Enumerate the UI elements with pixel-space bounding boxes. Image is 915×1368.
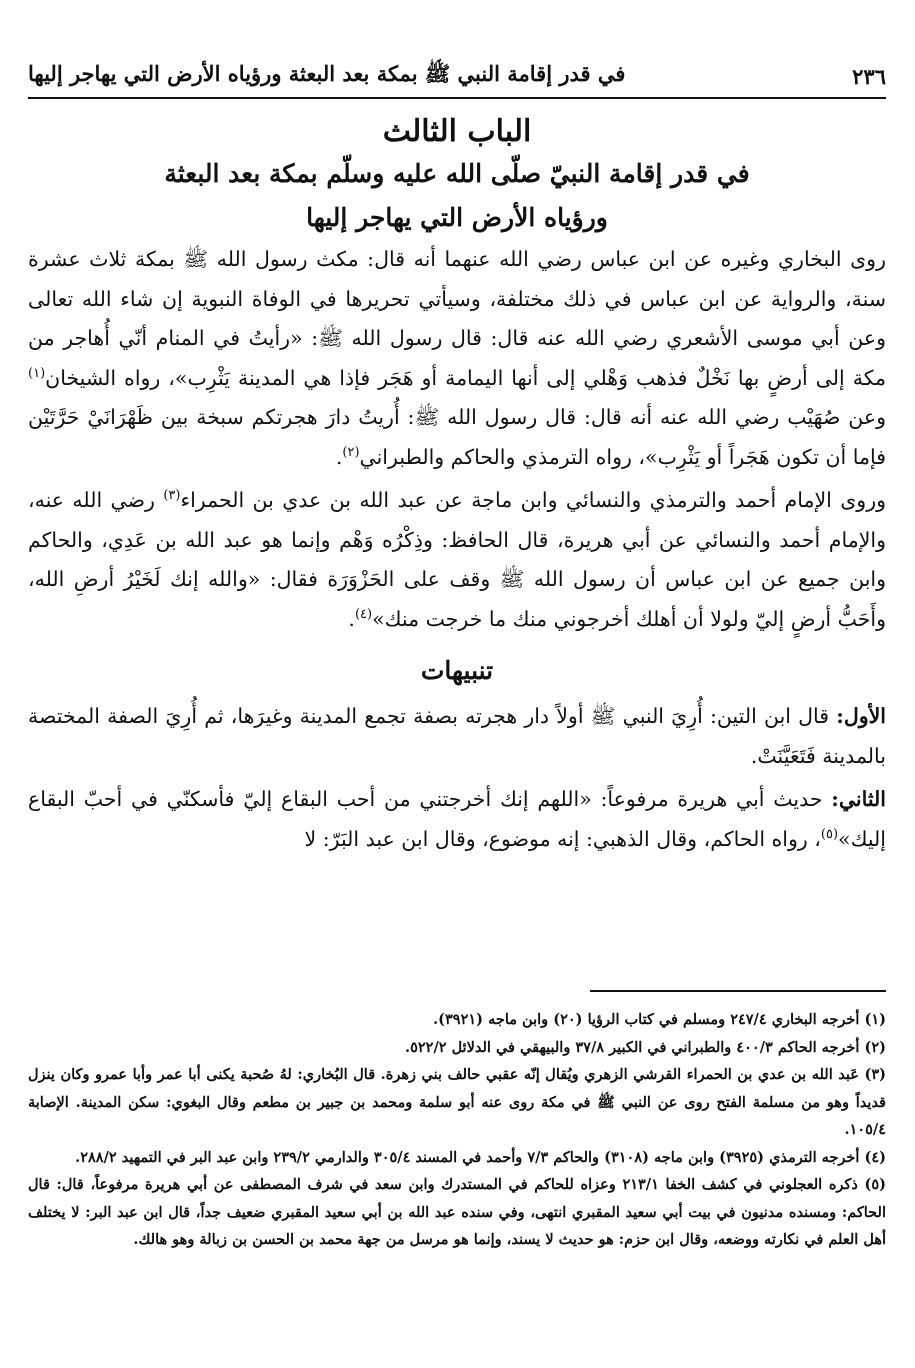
note-first bbox=[28, 697, 886, 776]
footnote-5: (٥) ذكره العجلوني في كشف الخفا ٢١٣/١ وعزاه للحاكم في المستدرك وابن سعد في شرف المصطفى عن أبي هريرة مرفوعاً، قال: قال الحاكم: ومسنده مدنيون في بيت أبي سعيد المقبري انتهى، وفي سنده عبد الله بن أبي سعيد المقبري ضعيف جداً، قال ابن عبد البر: لا يختلف أهل العلم في نكارته ووضعه، وقال ابن حزم: هو حديث لا يسند، وإنما هو مرسل من جهة محمد بن الحسن بن زبالة وهو هالك. bbox=[28, 1176, 886, 1248]
footnote-1: (١) أخرجه البخاري ٢٤٧/٤ ومسلم في كتاب الرؤيا (٢٠) وابن ماجه (٣٩٢١). bbox=[433, 1011, 886, 1028]
header-rule bbox=[28, 97, 886, 99]
paragraph-2 bbox=[28, 481, 886, 639]
paragraph-1-text-b: وعن صُهَيْب رضي الله عنه أنه قال: قال رسول الله ﷺ: أُريتُ دارَ هجرتكم سبخة بين ظَهْرَانَيْ حَرَّتَيْن فإما أن تكون هَجَراً أو يَثْرِب»، رواه الترمذي والحاكم والطبراني bbox=[28, 405, 886, 469]
chapter-subtitle-line-2: ورؤياه الأرض التي يهاجر إليها bbox=[306, 203, 608, 232]
paragraph-2-text-a: وروى الإمام أحمد والترمذي والنسائي وابن ماجة عن عبد الله بن عدي بن الحمراء bbox=[180, 488, 886, 512]
note-first-text: قال ابن التين: أُرِيَ النبي ﷺ أولاً دار هجرته بصفة تجمع المدينة وغيرَها، ثم أُرِيَ الصفة المختصة بالمدينة فَتَعَيَّنَتْ. bbox=[28, 704, 886, 768]
note-second bbox=[28, 780, 886, 859]
note-second-label: الثاني: bbox=[831, 787, 886, 811]
footnote-2: (٢) أخرجه الحاكم ٤٠٠/٣ والطبراني في الكبير ٣٧/٨ والبيهقي في الدلائل ٥٢٢/٢. bbox=[405, 1038, 886, 1056]
note-second-text: حديث أبي هريرة مرفوعاً: «اللهم إنك أخرجتني من أحب البقاع إليّ فأسكنّي في أحبّ البقاع إليك» bbox=[28, 787, 886, 851]
paragraph-2-end: . bbox=[348, 606, 355, 631]
footnote-rule bbox=[590, 990, 886, 992]
note-first-label: الأول: bbox=[836, 704, 886, 728]
footnote-ref-2: (٢) bbox=[342, 444, 360, 460]
paragraph-1 bbox=[28, 240, 886, 477]
note-second-end: ، رواه الحاكم، وقال الذهبي: إنه موضوع، وقال ابن عبد البَرّ: لا bbox=[304, 826, 821, 851]
chapter-subtitle-line-1: في قدر إقامة النبيّ صلّى الله عليه وسلّم بمكة بعد البعثة bbox=[164, 159, 750, 188]
footnote-ref-1: (١) bbox=[28, 365, 46, 381]
chapter-title: الباب الثالث bbox=[382, 114, 532, 149]
chapter-heading bbox=[28, 112, 886, 240]
main-text bbox=[28, 240, 886, 859]
footnote-ref-4: (٤) bbox=[354, 606, 373, 622]
page-number: ٢٣٦ bbox=[852, 63, 886, 89]
section-heading: تنبيهات bbox=[420, 656, 494, 685]
paragraph-2-text-b: رضي الله عنه، والإمام أحمد والنسائي عن أبي هريرة، قال الحافظ: وذِكْرُه وَهْم وإنما هو عبد الله بن عَدِي، والحاكم وابن جميع عن ابن عباس أن رسول الله ﷺ وقف على الحَزْوَرَة فقال: «والله إنك لَخَيْرُ أرضِ الله، وأَحَبُّ أرضٍ إليّ ولولا أن أهلك أخرجوني منك ما خرجت منك» bbox=[28, 488, 886, 631]
footnote-ref-5: (٥) bbox=[820, 826, 839, 842]
footnote-3: (٣) عَبد الله بن عدي بن الحمراء القرشي الزهري ويُقال إنّه عقبي حالف بني زهرة. قال البُخاري: لهُ صُحبة يكنى أبا عمر وأبا عمرو وكان ينزل قديداً وهو من مسلمة الفتح روى عن النبي ﷺ في مكة روى عنه أبو سلمة ومحمد بن جبير بن مطعم وقال البغوي: سكن المدينة. الإصابة ١٠٥/٤. bbox=[28, 1066, 886, 1138]
footnote-4: (٤) أخرجه الترمذي (٣٩٢٥) وابن ماجه (٣١٠٨) والحاكم ٧/٣ وأحمد في المسند ٣٠٥/٤ والدارمي ٢٣٩/٢ وابن عبد البر في التمهيد ٢٨٨/٢. bbox=[75, 1148, 886, 1166]
footnotes bbox=[28, 1006, 886, 1254]
running-title: في قدر إقامة النبي ﷺ بمكة بعد البعثة ورؤياه الأرض التي يهاجر إليها bbox=[28, 60, 626, 86]
paragraph-1-text-a: روى البخاري وغيره عن ابن عباس رضي الله عنهما أنه قال: مكث رسول الله ﷺ بمكة ثلاث عشرة سنة، والرواية عن ابن عباس في ذلك مختلفة، وسيأتي تحريرها في الوفاة النبوية إن شاء الله تعالى وعن أبي موسى الأشعري رضي الله عنه قال: قال رسول الله ﷺ: «رأيتُ في المنام أنّي أُهاجر من مكة إلى أرضٍ بها نَخْلٌ فذهب وَهْلي إلى أنها اليمامة أو هَجَر فإذا هي المدينة يَثْرِب»، رواه الشيخان bbox=[28, 247, 886, 390]
paragraph-1-end: . bbox=[335, 444, 343, 469]
running-header bbox=[28, 58, 886, 94]
footnote-ref-3: (٣) bbox=[163, 488, 181, 504]
